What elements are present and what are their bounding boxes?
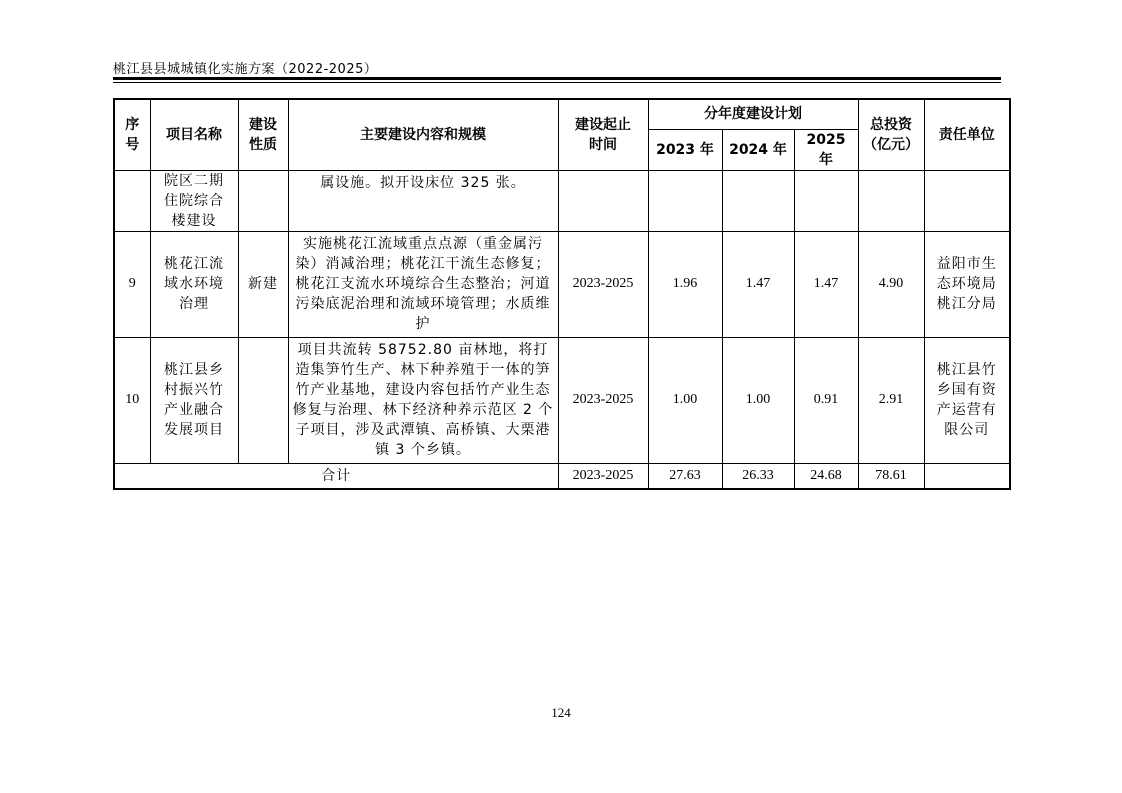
header-year-2023: 2023 年 — [648, 129, 722, 170]
row-responsible-unit: 桃江县竹乡国有资产运营有限公司 — [924, 337, 1010, 463]
row-2023: 1.96 — [648, 231, 722, 337]
total-2025: 24.68 — [794, 463, 858, 489]
row-responsible-unit: 益阳市生态环境局桃江分局 — [924, 231, 1010, 337]
row-2024: 1.47 — [722, 231, 794, 337]
header-rule-thick — [113, 77, 1001, 80]
row-2025: 0.91 — [794, 337, 858, 463]
row-seq — [114, 170, 150, 231]
row-period — [558, 170, 648, 231]
row-2024: 1.00 — [722, 337, 794, 463]
row-2023: 1.00 — [648, 337, 722, 463]
row-2025 — [794, 170, 858, 231]
table-row — [114, 170, 1010, 231]
row-2025: 1.47 — [794, 231, 858, 337]
header-nature: 建设性质 — [238, 99, 288, 170]
header-seq: 序号 — [114, 99, 150, 170]
row-total: 4.90 — [858, 231, 924, 337]
row-period: 2023-2025 — [558, 337, 648, 463]
row-2023 — [648, 170, 722, 231]
header-rule-thin — [113, 82, 1001, 83]
total-2024: 26.33 — [722, 463, 794, 489]
total-row — [114, 463, 1010, 489]
row-nature — [238, 170, 288, 231]
row-content: 实施桃花江流域重点点源（重金属污染）消减治理；桃花江干流生态修复；桃花江支流水环境综合生态整治；河道污染底泥治理和流域环境管理；水质维护 — [288, 231, 558, 337]
row-responsible-unit — [924, 170, 1010, 231]
table-row — [114, 231, 1010, 337]
total-responsible-unit — [924, 463, 1010, 489]
header-year-2024: 2024 年 — [722, 129, 794, 170]
running-header: 桃江县县城城镇化实施方案（2022-2025） — [113, 62, 378, 77]
row-project-name: 桃花江流域水环境治理 — [150, 231, 238, 337]
total-investment: 78.61 — [858, 463, 924, 489]
total-label: 合计 — [114, 463, 558, 489]
row-project-name: 院区二期住院综合楼建设 — [150, 170, 238, 231]
total-2023: 27.63 — [648, 463, 722, 489]
row-total — [858, 170, 924, 231]
construction-plan-table — [113, 98, 1011, 490]
total-period: 2023-2025 — [558, 463, 648, 489]
header-responsible-unit: 责任单位 — [924, 99, 1010, 170]
header-period: 建设起止时间 — [558, 99, 648, 170]
header-total-investment: 总投资（亿元） — [858, 99, 924, 170]
row-content: 属设施。拟开设床位 325 张。 — [288, 170, 558, 231]
row-seq: 10 — [114, 337, 150, 463]
row-total: 2.91 — [858, 337, 924, 463]
row-content: 项目共流转 58752.80 亩林地，将打造集笋竹生产、林下种养殖于一体的笋竹产业基地，建设内容包括竹产业生态修复与治理、林下经济种养示范区 2 个子项目，涉及武潭镇、高桥镇、大栗港镇 3 个乡镇。 — [288, 337, 558, 463]
header-content: 主要建设内容和规模 — [288, 99, 558, 170]
page-number: 124 — [551, 705, 571, 720]
header-year-2025: 2025 年 — [794, 129, 858, 170]
header-annual-plan: 分年度建设计划 — [648, 99, 858, 129]
row-nature: 新建 — [238, 231, 288, 337]
header-project-name: 项目名称 — [150, 99, 238, 170]
row-nature — [238, 337, 288, 463]
row-2024 — [722, 170, 794, 231]
table-row — [114, 337, 1010, 463]
row-project-name: 桃江县乡村振兴竹产业融合发展项目 — [150, 337, 238, 463]
row-period: 2023-2025 — [558, 231, 648, 337]
row-seq: 9 — [114, 231, 150, 337]
